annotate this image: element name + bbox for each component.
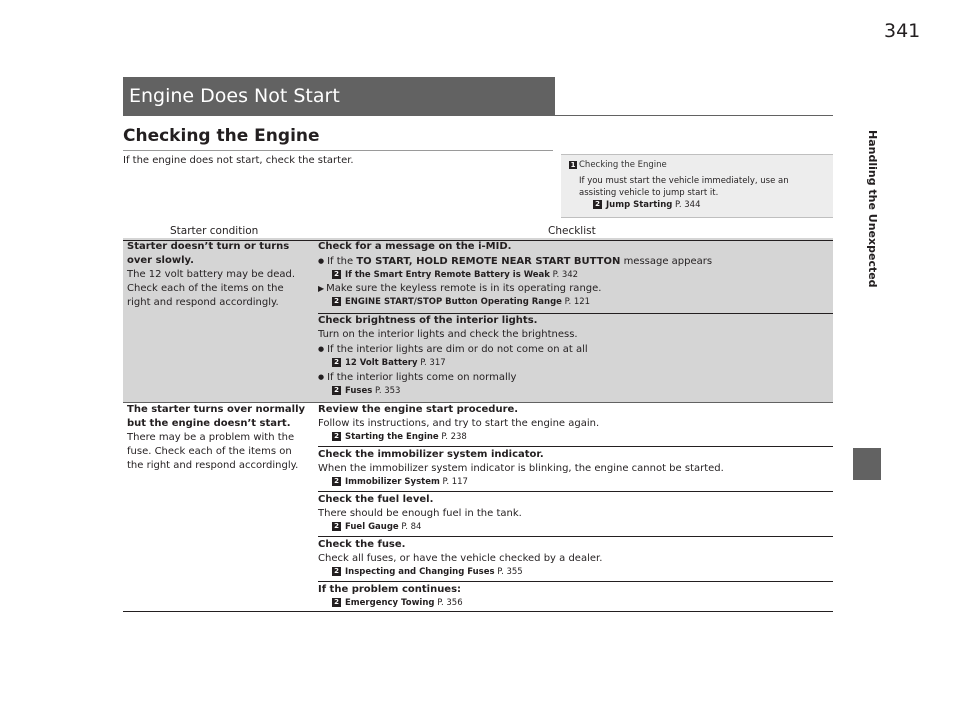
- sidenote-box: [561, 154, 833, 218]
- ref-arrow-icon: 2: [332, 358, 341, 367]
- chapter-side-label: Handling the Unexpected: [866, 130, 879, 288]
- condition-text: The 12 volt battery may be dead. Check each of the items on the right and respond accordingly.: [127, 269, 296, 308]
- checklist-cell-fuel: [318, 493, 828, 534]
- condition-cell-1: [127, 240, 309, 310]
- ref-arrow-icon: 2: [332, 432, 341, 441]
- row-divider: [318, 581, 833, 582]
- check-ref[interactable]: 2 Emergency Towing P. 356: [318, 597, 828, 610]
- intro-text: If the engine does not start, check the starter.: [123, 155, 354, 166]
- condition-text: There may be a problem with the fuse. Check each of the items on the right and respond accordingly.: [127, 432, 299, 471]
- check-ref[interactable]: 2 Immobilizer System P. 117: [318, 476, 828, 489]
- banner-rule: [123, 115, 833, 116]
- check-heading: Check brightness of the interior lights.: [318, 315, 538, 326]
- sidenote-title-text: Checking the Engine: [579, 160, 667, 170]
- check-ref[interactable]: 2 ENGINE START/STOP Button Operating Range P. 121: [318, 296, 828, 309]
- ref-arrow-icon: 2: [332, 598, 341, 607]
- check-bullet: ● If the interior lights are dim or do not come on at all: [318, 342, 828, 357]
- condition-title: Starter doesn’t turn or turns over slowly.: [127, 241, 290, 266]
- page-number: 341: [884, 20, 921, 42]
- check-bullet: ● If the TO START, HOLD REMOTE NEAR START BUTTON message appears: [318, 254, 828, 269]
- check-ref[interactable]: 2 Fuel Gauge P. 84: [318, 521, 828, 534]
- sidenote-marker-icon: 1: [570, 161, 576, 169]
- ref-arrow-icon: 2: [332, 567, 341, 576]
- check-text: There should be enough fuel in the tank.: [318, 508, 522, 519]
- check-text: Check all fuses, or have the vehicle checked by a dealer.: [318, 553, 603, 564]
- check-ref[interactable]: 2 Inspecting and Changing Fuses P. 355: [318, 566, 828, 579]
- col-header-condition: Starter condition: [170, 225, 259, 237]
- checklist-cell-imid: [318, 240, 828, 309]
- check-ref[interactable]: 2 If the Smart Entry Remote Battery is Weak P. 342: [318, 269, 828, 282]
- check-heading: Review the engine start procedure.: [318, 404, 519, 415]
- table-bottom-rule: [123, 611, 833, 612]
- check-bullet: ● If the interior lights come on normally: [318, 370, 828, 385]
- chapter-tab: [853, 448, 881, 480]
- check-heading: Check for a message on the i-MID.: [318, 241, 512, 252]
- check-heading: Check the fuel level.: [318, 494, 434, 505]
- check-ref[interactable]: 2 Fuses P. 353: [318, 385, 828, 398]
- check-text: Follow its instructions, and try to start the engine again.: [318, 418, 600, 429]
- check-text: When the immobilizer system indicator is blinking, the engine cannot be started.: [318, 463, 724, 474]
- ref-arrow-icon: 2: [593, 200, 602, 209]
- row-divider: [318, 491, 833, 492]
- checklist-cell-towing: [318, 583, 828, 610]
- condition-title: The starter turns over normally but the engine doesn’t start.: [127, 404, 306, 429]
- col-header-checklist: Checklist: [548, 225, 596, 237]
- checklist-cell-procedure: [318, 403, 828, 444]
- check-ref[interactable]: 2 12 Volt Battery P. 317: [318, 357, 828, 370]
- ref-page: P. 344: [675, 200, 701, 210]
- section-title: Checking the Engine: [123, 126, 320, 146]
- ref-arrow-icon: 2: [332, 386, 341, 395]
- ref-title: Jump Starting: [606, 200, 673, 210]
- condition-cell-2: [127, 403, 309, 473]
- ref-arrow-icon: 2: [332, 297, 341, 306]
- section-rule: [123, 150, 553, 151]
- checklist-cell-immobilizer: [318, 448, 828, 489]
- check-heading: If the problem continues:: [318, 584, 462, 595]
- checklist-cell-fuse: [318, 538, 828, 579]
- ref-arrow-icon: 2: [332, 522, 341, 531]
- sidenote-title: [569, 159, 825, 171]
- chapter-banner: Engine Does Not Start: [123, 77, 555, 115]
- check-text: Turn on the interior lights and check the brightness.: [318, 329, 578, 340]
- ref-arrow-icon: 2: [332, 270, 341, 279]
- row-divider: [318, 536, 833, 537]
- checklist-cell-lights: [318, 314, 828, 398]
- ref-arrow-icon: 2: [332, 477, 341, 486]
- check-ref[interactable]: 2 Starting the Engine P. 238: [318, 431, 828, 444]
- row-divider: [318, 446, 833, 447]
- sidenote-text: If you must start the vehicle immediately, use an assisting vehicle to jump start it.: [579, 176, 789, 198]
- check-heading: Check the immobilizer system indicator.: [318, 449, 544, 460]
- check-arrow-item: ▶ Make sure the keyless remote is in its operating range.: [318, 282, 828, 296]
- sidenote-ref[interactable]: [569, 199, 825, 211]
- check-heading: Check the fuse.: [318, 539, 406, 550]
